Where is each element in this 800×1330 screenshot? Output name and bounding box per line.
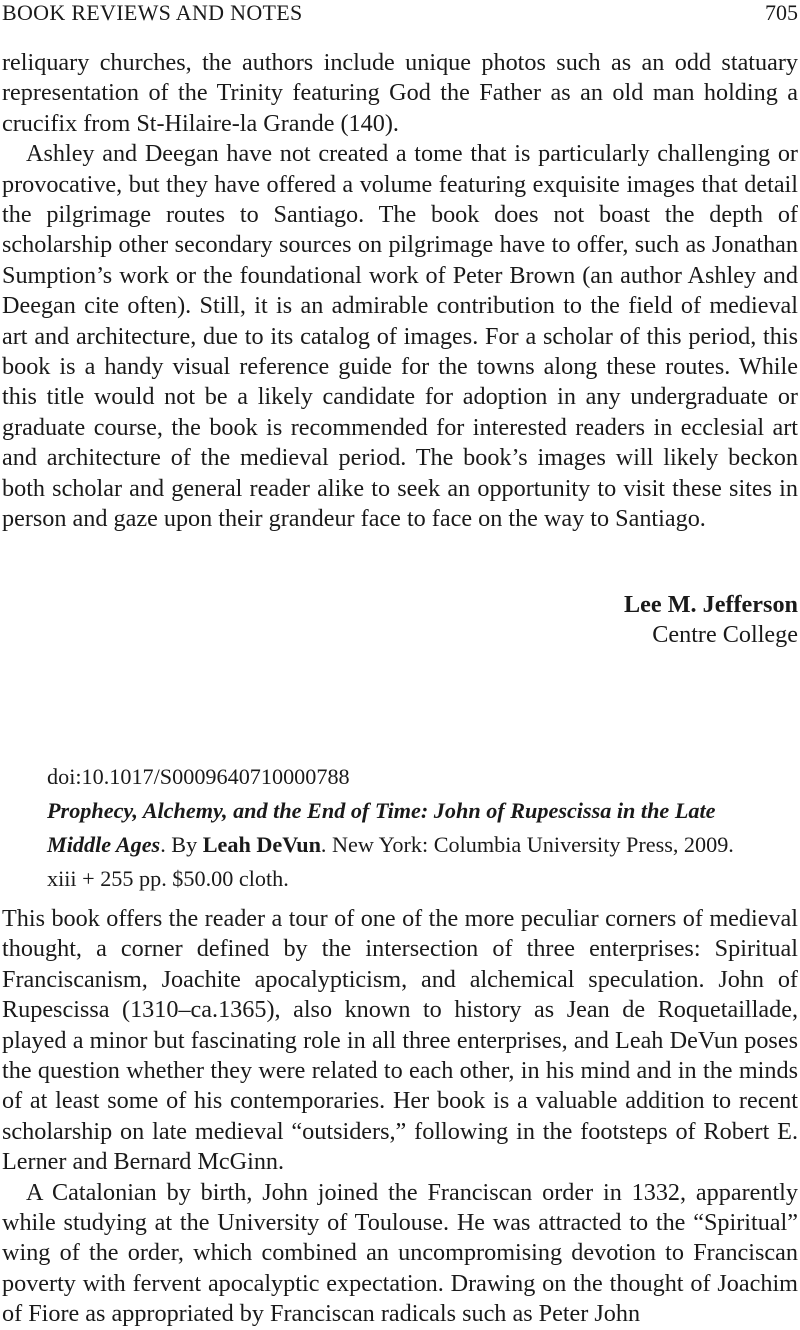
book-author: Leah DeVun — [202, 832, 321, 857]
paragraph: Ashley and Deegan have not created a tome that is particularly challenging or provocative, but they have offered a volume featuring exquisite images that detail the pilgrimage routes to Santiago. The book does not boast the depth of scholarship other secondary sources on pilgrimage have to offer, such as Jonathan Sumption’s work or the foundational work of Peter Brown (an author Ashley and Deegan cite often). Still, it is an admirable contribution to the field of medieval art and architecture, due to its catalog of images. For a scholar of this period, this book is a handy visual reference guide for the towns along these routes. While this title would not be a likely candidate for adoption in any undergraduate or graduate course, the book is recommended for interested readers in ecclesial art and architecture of the medieval period. The book’s images will likely beckon both scholar and general reader alike to seek an opportunity to visit these sites in person and gaze upon their grandeur face to face on the way to Santiago. — [2, 140, 798, 533]
publication-details: . New York: Columbia University Press, 2009. xiii + 255 pp. $50.00 cloth. — [47, 832, 734, 891]
doi: doi:10.1017/S0009640710000788 — [47, 764, 350, 789]
reviewer-name: Lee M. Jefferson — [624, 591, 798, 618]
previous-review-text — [2, 48, 798, 535]
paragraph: A Catalonian by birth, John joined the Franciscan order in 1332, apparently while studying at the University of Toulouse. He was attracted to the “Spiritual” wing of the order, which combined an uncompromising devotion to Franciscan poverty with fervent apocalyptic expectation. Drawing on the thought of Joachim of Fiore as appropriated by Franciscan radicals such as Peter John — [2, 1178, 798, 1328]
reviewer-affiliation: Centre College — [652, 621, 798, 648]
running-head — [2, 0, 798, 26]
citation-by: . By — [160, 832, 203, 857]
book-citation — [47, 794, 748, 896]
paragraph: This book offers the reader a tour of one of the more peculiar corners of medieval thought, a corner defined by the intersection of three enterprises: Spiritual Franciscanism, Joachite apocalypticism, and alchemical speculation. John of Rupescissa (1310–ca.1365), also known to history as Jean de Roquetaillade, played a minor but fascinating role in all three enterprises, and Leah DeVun poses the question whether they were related to each other, in his mind and in the minds of at least some of his contemporaries. Her book is a valuable addition to recent scholarship on late medieval “outsiders,” following in the footsteps of Robert E. Lerner and Bernard McGinn. — [2, 905, 798, 1176]
book-title: Prophecy, Alchemy, and the End of Time: John of Rupescissa in the Late Middle Ages — [47, 798, 716, 857]
page-number: 705 — [765, 0, 798, 25]
review-heading — [47, 760, 748, 896]
running-head-title: BOOK REVIEWS AND NOTES — [2, 0, 303, 25]
review-text — [2, 904, 798, 1330]
paragraph: reliquary churches, the authors include unique photos such as an odd statuary representation of the Trinity featuring God the Father as an old man holding a crucifix from St-Hilaire-la Grande (140). — [2, 49, 798, 137]
reviewer-signature — [624, 590, 798, 650]
